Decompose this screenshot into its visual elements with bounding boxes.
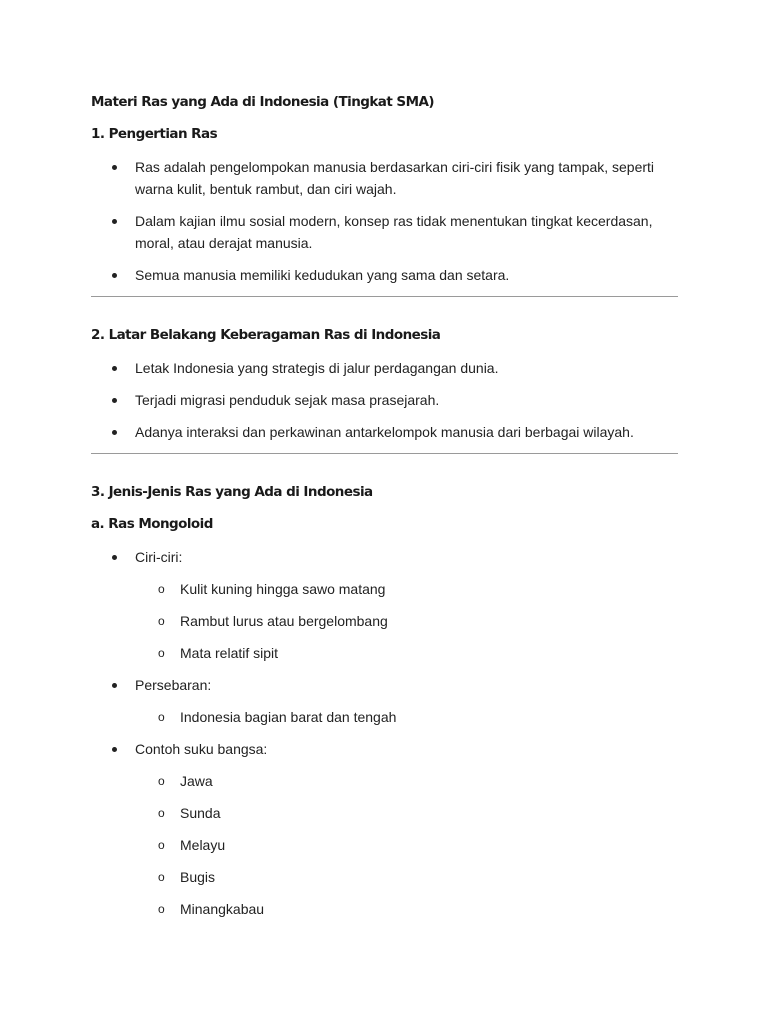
hollow-bullet-icon: o <box>158 614 165 628</box>
sub-list-item <box>135 642 678 664</box>
sub-list-item <box>135 578 678 600</box>
hollow-bullet-icon: o <box>158 710 165 724</box>
sub-list-contoh-suku-bangsa <box>135 770 678 920</box>
list-item-persebaran <box>91 674 678 728</box>
sub-list-item-text: Kulit kuning hingga sawo matang <box>180 581 386 597</box>
bullet-icon <box>112 398 117 403</box>
hollow-bullet-icon: o <box>158 582 165 596</box>
hollow-bullet-icon: o <box>158 870 165 884</box>
list-item-text: Semua manusia memiliki kedudukan yang sama dan setara. <box>135 267 510 283</box>
bullet-icon <box>112 219 117 224</box>
sub-list-item-text: Minangkabau <box>180 901 265 917</box>
list-item-text: Dalam kajian ilmu sosial modern, konsep ras tidak menentukan tingkat kecerdasan, moral, atau derajat manusia. <box>135 213 653 251</box>
sub-list-item <box>135 802 678 824</box>
bullet-list-ras-mongoloid <box>91 546 678 920</box>
bullet-icon <box>112 555 117 560</box>
bullet-icon <box>112 165 117 170</box>
bullet-icon <box>112 273 117 278</box>
hollow-bullet-icon: o <box>158 838 165 852</box>
sub-list-item-text: Melayu <box>180 837 226 853</box>
hollow-bullet-icon: o <box>158 902 165 916</box>
bullet-list-latar-belakang <box>91 357 678 443</box>
hollow-bullet-icon: o <box>158 806 165 820</box>
sub-list-item-text: Bugis <box>180 869 216 885</box>
sub-list-item-text: Sunda <box>180 805 221 821</box>
sub-list-ciri-ciri <box>135 578 678 664</box>
sub-list-item <box>135 706 678 728</box>
document-page <box>91 92 678 930</box>
sub-list-item-text: Indonesia bagian barat dan tengah <box>180 709 397 725</box>
list-item-text: Contoh suku bangsa: <box>135 741 268 757</box>
sub-list-item <box>135 610 678 632</box>
sub-list-item-text: Mata relatif sipit <box>180 645 279 661</box>
section-heading-jenis-ras: 3. Jenis-Jenis Ras yang Ada di Indonesia <box>91 484 373 500</box>
sub-list-item <box>135 834 678 856</box>
section-heading-pengertian-ras: 1. Pengertian Ras <box>91 126 218 142</box>
list-item <box>91 389 678 411</box>
list-item-text: Adanya interaksi dan perkawinan antarkelompok manusia dari berbagai wilayah. <box>135 424 634 440</box>
bullet-icon <box>112 366 117 371</box>
section-heading-latar-belakang: 2. Latar Belakang Keberagaman Ras di Indonesia <box>91 327 441 343</box>
sub-list-persebaran <box>135 706 678 728</box>
sub-list-item-text: Rambut lurus atau bergelombang <box>180 613 388 629</box>
sub-list-item <box>135 770 678 792</box>
list-item <box>91 210 678 254</box>
list-item-text: Terjadi migrasi penduduk sejak masa prasejarah. <box>135 392 440 408</box>
horizontal-divider <box>91 453 678 454</box>
horizontal-divider <box>91 296 678 297</box>
bullet-icon <box>112 747 117 752</box>
subsection-heading-ras-mongoloid: a. Ras Mongoloid <box>91 516 213 532</box>
sub-list-item <box>135 898 678 920</box>
list-item-text: Ciri-ciri: <box>135 549 183 565</box>
document-title: Materi Ras yang Ada di Indonesia (Tingkat SMA) <box>91 94 434 110</box>
bullet-icon <box>112 683 117 688</box>
bullet-list-pengertian-ras <box>91 156 678 286</box>
list-item <box>91 421 678 443</box>
list-item <box>91 264 678 286</box>
list-item-ciri-ciri <box>91 546 678 664</box>
list-item <box>91 156 678 200</box>
bullet-icon <box>112 430 117 435</box>
list-item <box>91 357 678 379</box>
list-item-text: Letak Indonesia yang strategis di jalur perdagangan dunia. <box>135 360 499 376</box>
sub-list-item-text: Jawa <box>180 773 213 789</box>
list-item-text: Ras adalah pengelompokan manusia berdasarkan ciri-ciri fisik yang tampak, seperti warna kulit, bentuk rambut, dan ciri wajah. <box>135 159 655 197</box>
sub-list-item <box>135 866 678 888</box>
hollow-bullet-icon: o <box>158 774 165 788</box>
hollow-bullet-icon: o <box>158 646 165 660</box>
list-item-text: Persebaran: <box>135 677 212 693</box>
list-item-contoh-suku-bangsa <box>91 738 678 920</box>
